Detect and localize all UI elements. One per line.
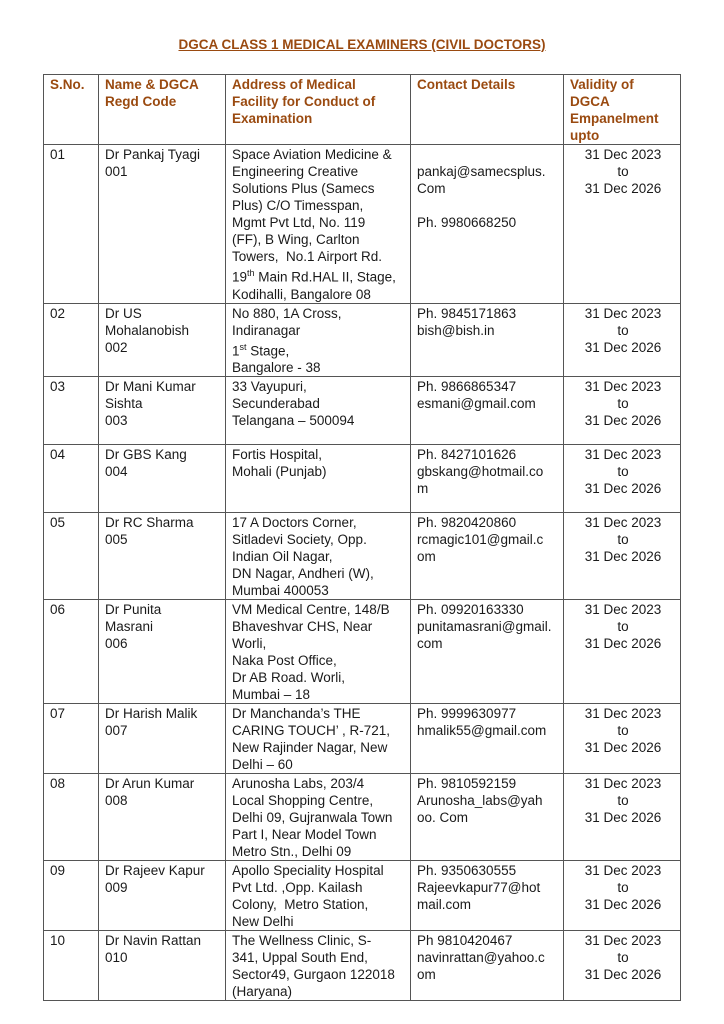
cell-name bbox=[99, 774, 226, 861]
cell-name bbox=[99, 377, 226, 445]
cell-address bbox=[226, 931, 411, 1001]
name-line: Dr RC Sharma bbox=[105, 515, 194, 530]
cell-contact bbox=[411, 445, 564, 513]
address-line: Solutions Plus (Samecs bbox=[232, 181, 375, 196]
header-row bbox=[44, 75, 681, 145]
cell-contact bbox=[411, 704, 564, 774]
contact-line bbox=[417, 197, 559, 214]
table-row bbox=[44, 704, 681, 774]
validity-to-word: to bbox=[617, 164, 629, 179]
validity-from: 31 Dec 2023 bbox=[584, 776, 662, 791]
validity-from: 31 Dec 2023 bbox=[584, 379, 662, 394]
contact-line: m bbox=[417, 481, 429, 496]
validity-to-word: to bbox=[617, 396, 629, 411]
validity-to: 31 Dec 2026 bbox=[584, 339, 662, 355]
validity-from: 31 Dec 2023 bbox=[584, 706, 662, 721]
contact-line: oo. Com bbox=[417, 810, 469, 825]
name-line: Dr Punita bbox=[105, 602, 162, 617]
name-line: 009 bbox=[105, 880, 128, 895]
address-line: The Wellness Clinic, S- bbox=[232, 933, 372, 948]
contact-line bbox=[417, 146, 559, 163]
contact-line: Ph. 8427101626 bbox=[417, 447, 517, 462]
address-line: Bangalore - 38 bbox=[232, 360, 321, 375]
examiners-table bbox=[43, 74, 681, 1001]
contact-line: esmani@gmail.com bbox=[417, 396, 536, 411]
contact-line: Ph. 9845171863 bbox=[417, 305, 517, 321]
header-address: Address of Medical Facility for Conduct of Examination bbox=[226, 75, 411, 145]
contact-line: Com bbox=[417, 181, 446, 196]
address-line: New Rajinder Nagar, New bbox=[232, 740, 388, 755]
cell-validity bbox=[564, 145, 681, 304]
cell-contact bbox=[411, 303, 564, 377]
validity-to-word: to bbox=[617, 880, 629, 895]
contact-line: Ph. 9866865347 bbox=[417, 379, 517, 394]
validity-to: 31 Dec 2026 bbox=[584, 810, 662, 825]
address-line: Indian Oil Nagar, bbox=[232, 549, 333, 564]
address-line: Colony, Metro Station, bbox=[232, 897, 369, 912]
contact-line: punitamasrani@gmail. bbox=[417, 619, 552, 634]
table-row bbox=[44, 931, 681, 1001]
address-line: Dr Manchanda’s THE bbox=[232, 706, 361, 721]
table-header bbox=[44, 75, 681, 145]
name-line: 005 bbox=[105, 532, 128, 547]
validity-from: 31 Dec 2023 bbox=[584, 147, 662, 162]
table-body bbox=[44, 145, 681, 1001]
address-line: 17 A Doctors Corner, bbox=[232, 515, 357, 530]
cell-contact bbox=[411, 774, 564, 861]
address-line: Telangana – 500094 bbox=[232, 413, 355, 428]
validity-from: 31 Dec 2023 bbox=[584, 305, 662, 321]
table-row bbox=[44, 377, 681, 445]
cell-name bbox=[99, 513, 226, 600]
contact-line: Ph. 9980668250 bbox=[417, 215, 517, 230]
address-line: Naka Post Office, bbox=[232, 653, 337, 668]
cell-sno: 08 bbox=[44, 774, 99, 861]
contact-line: navinrattan@yahoo.c bbox=[417, 950, 545, 965]
cell-address bbox=[226, 774, 411, 861]
address-line: Bhaveshvar CHS, Near bbox=[232, 619, 373, 634]
contact-line: bish@bish.in bbox=[417, 322, 495, 338]
address-line: No 880, 1A Cross, bbox=[232, 305, 342, 321]
address-line: Towers, No.1 Airport Rd. bbox=[232, 249, 383, 264]
name-line: Dr US bbox=[105, 305, 142, 321]
cell-validity bbox=[564, 513, 681, 600]
name-line: 007 bbox=[105, 723, 128, 738]
table-row bbox=[44, 774, 681, 861]
contact-line: Ph 9810420467 bbox=[417, 933, 513, 948]
cell-validity bbox=[564, 445, 681, 513]
validity-to: 31 Dec 2026 bbox=[584, 967, 662, 982]
cell-address bbox=[226, 704, 411, 774]
address-line: Local Shopping Centre, bbox=[232, 793, 374, 808]
name-line: Masrani bbox=[105, 619, 154, 634]
address-line: Mumbai – 18 bbox=[232, 687, 311, 702]
cell-sno: 07 bbox=[44, 704, 99, 774]
cell-address bbox=[226, 303, 411, 377]
table-row bbox=[44, 513, 681, 600]
cell-name bbox=[99, 445, 226, 513]
name-line: Dr Harish Malik bbox=[105, 706, 198, 721]
cell-name bbox=[99, 600, 226, 704]
validity-from: 31 Dec 2023 bbox=[584, 863, 662, 878]
cell-contact bbox=[411, 513, 564, 600]
page-title: DGCA CLASS 1 MEDICAL EXAMINERS (CIVIL DOCTORS) bbox=[178, 37, 546, 52]
address-line: Kodihalli, Bangalore 08 bbox=[232, 286, 371, 302]
address-line: Apollo Speciality Hospital bbox=[232, 863, 384, 878]
cell-contact bbox=[411, 600, 564, 704]
validity-to: 31 Dec 2026 bbox=[584, 481, 662, 496]
contact-line: om bbox=[417, 549, 436, 564]
cell-validity bbox=[564, 931, 681, 1001]
address-line: Pvt Ltd. ,Opp. Kailash bbox=[232, 880, 363, 895]
header-contact: Contact Details bbox=[411, 75, 564, 145]
cell-name bbox=[99, 704, 226, 774]
name-line: 003 bbox=[105, 413, 128, 428]
cell-contact bbox=[411, 931, 564, 1001]
contact-line: mail.com bbox=[417, 897, 472, 912]
validity-from: 31 Dec 2023 bbox=[584, 602, 662, 617]
address-line: Sitladevi Society, Opp. bbox=[232, 532, 367, 547]
contact-line: Arunosha_labs@yah bbox=[417, 793, 543, 808]
cell-name bbox=[99, 931, 226, 1001]
contact-line: rcmagic101@gmail.c bbox=[417, 532, 544, 547]
address-line: 1st Stage, bbox=[232, 341, 290, 358]
validity-to-word: to bbox=[617, 950, 629, 965]
cell-validity bbox=[564, 377, 681, 445]
cell-sno: 10 bbox=[44, 931, 99, 1001]
validity-to: 31 Dec 2026 bbox=[584, 636, 662, 651]
name-line: Dr Rajeev Kapur bbox=[105, 863, 205, 878]
name-line: 010 bbox=[105, 950, 128, 965]
name-line: 002 bbox=[105, 339, 128, 355]
contact-line: Rajeevkapur77@hot bbox=[417, 880, 541, 895]
cell-sno: 01 bbox=[44, 145, 99, 304]
cell-sno: 09 bbox=[44, 861, 99, 931]
cell-sno: 03 bbox=[44, 377, 99, 445]
table-row bbox=[44, 445, 681, 513]
validity-from: 31 Dec 2023 bbox=[584, 933, 662, 948]
contact-line: Ph. 9350630555 bbox=[417, 863, 517, 878]
address-line: Mgmt Pvt Ltd, No. 119 bbox=[232, 215, 366, 230]
contact-line: Ph. 9820420860 bbox=[417, 515, 517, 530]
name-line: 006 bbox=[105, 636, 128, 651]
validity-to-word: to bbox=[617, 793, 629, 808]
cell-sno: 04 bbox=[44, 445, 99, 513]
cell-contact bbox=[411, 861, 564, 931]
cell-address bbox=[226, 377, 411, 445]
name-line: 008 bbox=[105, 793, 128, 808]
table-row bbox=[44, 303, 681, 377]
address-line: Fortis Hospital, bbox=[232, 447, 323, 462]
address-line: Worli, bbox=[232, 636, 267, 651]
cell-name bbox=[99, 303, 226, 377]
contact-line: pankaj@samecsplus. bbox=[417, 164, 546, 179]
contact-line: Ph. 9810592159 bbox=[417, 776, 517, 791]
name-line: Dr GBS Kang bbox=[105, 447, 187, 462]
name-line: Dr Arun Kumar bbox=[105, 776, 195, 791]
address-line: (FF), B Wing, Carlton bbox=[232, 232, 360, 247]
address-line: Part I, Near Model Town bbox=[232, 827, 377, 842]
address-line: Engineering Creative bbox=[232, 164, 359, 179]
header-name: Name & DGCA Regd Code bbox=[99, 75, 226, 145]
validity-to: 31 Dec 2026 bbox=[584, 181, 662, 196]
validity-to-word: to bbox=[617, 322, 629, 338]
address-line: Delhi – 60 bbox=[232, 757, 293, 772]
address-line: Dr AB Road. Worli, bbox=[232, 670, 346, 685]
name-line: Dr Pankaj Tyagi bbox=[105, 147, 201, 162]
cell-address bbox=[226, 600, 411, 704]
contact-line: hmalik55@gmail.com bbox=[417, 723, 547, 738]
address-line: 33 Vayupuri, bbox=[232, 379, 307, 394]
validity-to: 31 Dec 2026 bbox=[584, 413, 662, 428]
address-line: Mumbai 400053 bbox=[232, 583, 329, 598]
address-line: (Haryana) bbox=[232, 984, 293, 999]
address-line: DN Nagar, Andheri (W), bbox=[232, 566, 374, 581]
cell-sno: 06 bbox=[44, 600, 99, 704]
name-line: Sishta bbox=[105, 396, 143, 411]
cell-sno: 05 bbox=[44, 513, 99, 600]
address-line: Metro Stn., Delhi 09 bbox=[232, 844, 352, 859]
name-line: 004 bbox=[105, 464, 128, 479]
cell-address bbox=[226, 861, 411, 931]
validity-to-word: to bbox=[617, 619, 629, 634]
validity-to-word: to bbox=[617, 723, 629, 738]
cell-address bbox=[226, 513, 411, 600]
address-line: Mohali (Punjab) bbox=[232, 464, 327, 479]
address-line: 341, Uppal South End, bbox=[232, 950, 368, 965]
validity-to: 31 Dec 2026 bbox=[584, 897, 662, 912]
cell-sno: 02 bbox=[44, 303, 99, 377]
cell-validity bbox=[564, 774, 681, 861]
table-row bbox=[44, 145, 681, 304]
name-line: 001 bbox=[105, 164, 128, 179]
validity-to-word: to bbox=[617, 532, 629, 547]
address-line: VM Medical Centre, 148/B bbox=[232, 602, 390, 617]
cell-address bbox=[226, 145, 411, 304]
address-line: New Delhi bbox=[232, 914, 294, 929]
cell-name bbox=[99, 145, 226, 304]
name-line: Dr Mani Kumar bbox=[105, 379, 196, 394]
address-line: Delhi 09, Gujranwala Town bbox=[232, 810, 393, 825]
address-line: Indiranagar bbox=[232, 322, 301, 338]
contact-line: Ph. 09920163330 bbox=[417, 602, 524, 617]
header-validity: Validity of DGCA Empanelment upto bbox=[564, 75, 681, 145]
cell-address bbox=[226, 445, 411, 513]
address-line: Plus) C/O Timesspan, bbox=[232, 198, 364, 213]
cell-validity bbox=[564, 303, 681, 377]
address-line: CARING TOUCH’ , R-721, bbox=[232, 723, 391, 738]
contact-line: gbskang@hotmail.co bbox=[417, 464, 544, 479]
table-row bbox=[44, 861, 681, 931]
cell-contact bbox=[411, 145, 564, 304]
contact-line: om bbox=[417, 967, 436, 982]
cell-name bbox=[99, 861, 226, 931]
address-line: Sector49, Gurgaon 122018 bbox=[232, 967, 395, 982]
cell-validity bbox=[564, 704, 681, 774]
address-line: Secunderabad bbox=[232, 396, 320, 411]
cell-validity bbox=[564, 600, 681, 704]
address-line: 19th Main Rd.HAL II, Stage, bbox=[232, 268, 396, 285]
validity-to: 31 Dec 2026 bbox=[584, 740, 662, 755]
address-line: Arunosha Labs, 203/4 bbox=[232, 776, 365, 791]
name-line: Mohalanobish bbox=[105, 322, 190, 338]
address-line: Space Aviation Medicine & bbox=[232, 147, 392, 162]
header-sno: S.No. bbox=[44, 75, 99, 145]
cell-validity bbox=[564, 861, 681, 931]
contact-line: Ph. 9999630977 bbox=[417, 706, 517, 721]
validity-from: 31 Dec 2023 bbox=[584, 447, 662, 462]
contact-line: com bbox=[417, 636, 443, 651]
cell-contact bbox=[411, 377, 564, 445]
validity-to: 31 Dec 2026 bbox=[584, 549, 662, 564]
validity-to-word: to bbox=[617, 464, 629, 479]
name-line: Dr Navin Rattan bbox=[105, 933, 202, 948]
table-row bbox=[44, 600, 681, 704]
validity-from: 31 Dec 2023 bbox=[584, 515, 662, 530]
